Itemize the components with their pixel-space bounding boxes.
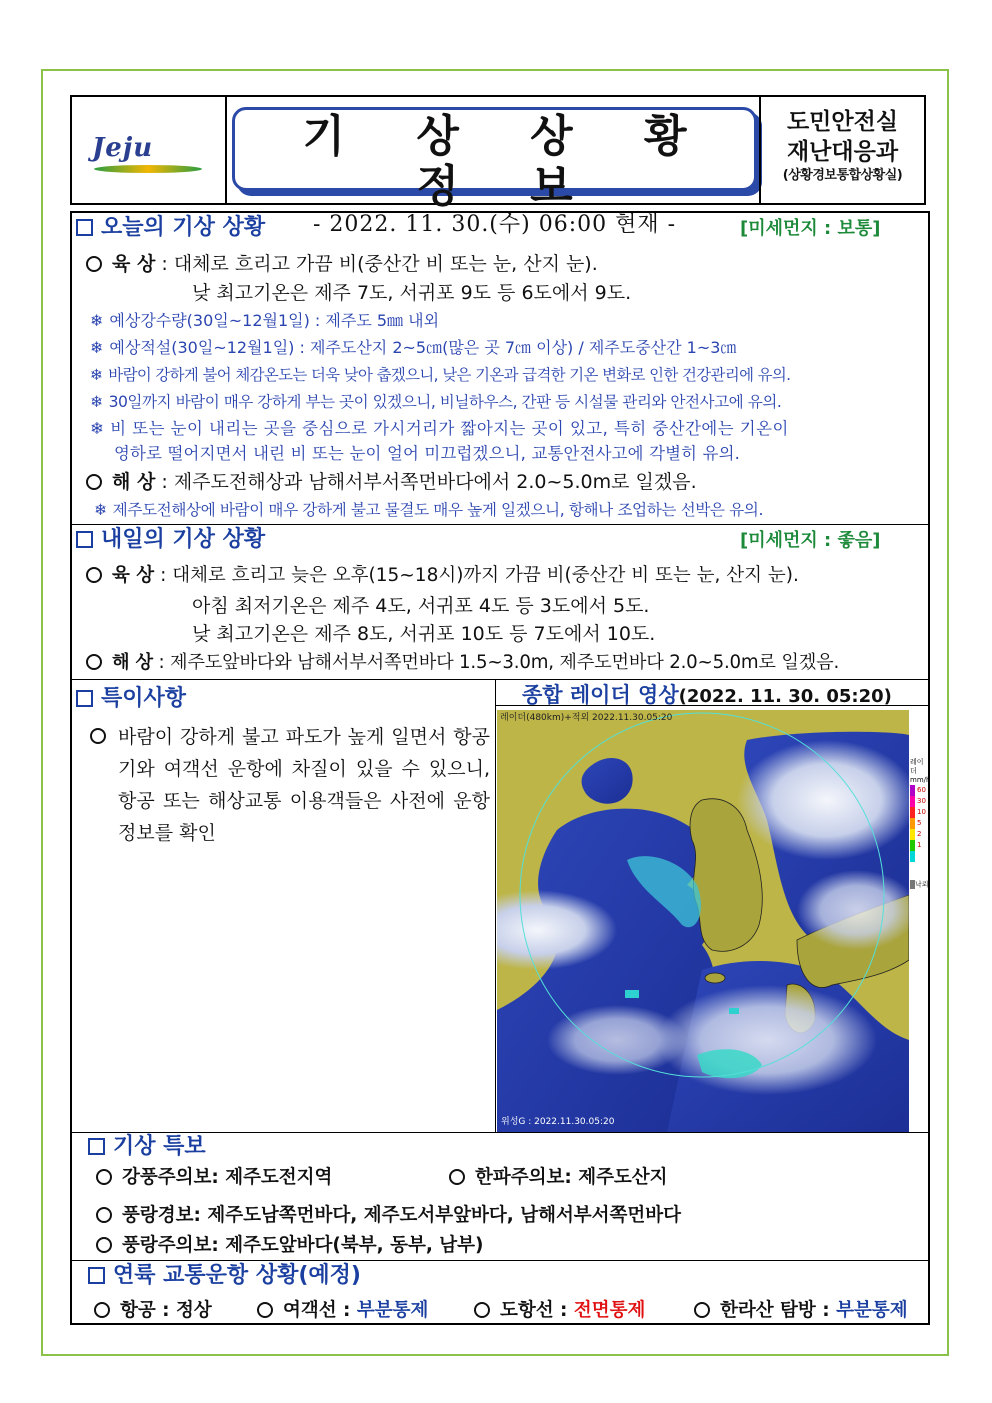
circle-bullet-icon	[474, 1302, 490, 1318]
radar-legend-swatch	[910, 840, 915, 851]
circle-bullet-icon	[96, 1169, 112, 1185]
radar-legend-lightning: 낙뢰	[910, 880, 930, 890]
radar-legend-scale	[910, 785, 930, 862]
radar-legend-step	[910, 796, 930, 807]
division-name: 재난대응과	[786, 139, 899, 165]
radar-legend-step	[910, 851, 930, 862]
radar-legend-unit: mm/h	[910, 776, 931, 784]
today-land-row	[86, 251, 598, 277]
tomorrow-land-line2: 아침 최저기온은 제주 4도, 서귀포 4도 등 3도에서 5도.	[192, 595, 650, 617]
checkbox-square-icon	[76, 219, 93, 236]
page-title: 기 상 상 황 정 보	[302, 111, 715, 212]
today-sea-line: : 제주도전해상과 남해서부서쪽먼바다에서 2.0~5.0m로 일겠음.	[161, 471, 697, 493]
radar-legend-swatch	[910, 818, 915, 829]
circle-bullet-icon	[94, 1302, 110, 1318]
checkbox-square-icon	[88, 1138, 105, 1155]
office-name: (상황경보통합상황실)	[782, 168, 903, 183]
tomorrow-land-line1: : 대체로 흐리고 늦은 오후(15~18시)까지 가끔 비(중산간 비 또는 눈, 산지 눈).	[160, 565, 799, 586]
circle-bullet-icon	[96, 1207, 112, 1223]
radar-legend-value: 10	[917, 808, 926, 816]
divider	[72, 524, 928, 525]
radar-satellite-caption: 위성G : 2022.11.30.05:20	[501, 1117, 615, 1127]
warning-item-seas-advisory: 풍랑주의보: 제주도앞바다(북부, 동부, 남부)	[96, 1233, 484, 1259]
radar-legend-value: 2	[917, 830, 922, 838]
radar-legend-swatch	[910, 807, 915, 818]
tomorrow-sea-line: : 제주도앞바다와 남해서부서쪽먼바다 1.5~3.0m, 제주도먼바다 2.0~5.0m로 일겠음.	[158, 652, 840, 673]
today-note-1: ❄ 예상강수량(30일~12월1일) : 제주도 5㎜ 내외	[90, 311, 440, 330]
today-land-label: 육 상	[112, 253, 156, 275]
radar-image	[497, 710, 909, 1132]
circle-bullet-icon	[90, 728, 106, 744]
today-dust-badge: [미세먼지 : 보통]	[740, 218, 881, 239]
today-note-4: ❄ 30일까지 바람이 매우 강하게 부는 곳이 있겠으니, 비닐하우스, 간판 등 시설물 관리와 안전사고에 유의.	[90, 393, 782, 411]
special-notes	[90, 721, 490, 849]
circle-bullet-icon	[449, 1169, 465, 1185]
today-sea-row	[86, 469, 697, 495]
checkbox-square-icon	[76, 531, 93, 548]
radar-legend-step	[910, 840, 930, 851]
report-body	[70, 211, 930, 1325]
today-note-6: 영하로 떨어지면서 내린 비 또는 눈이 얼어 미끄럽겠으니, 교통안전사고에 각별히 유의.	[114, 444, 741, 463]
radar-map-svg	[497, 710, 909, 1132]
radar-legend-step	[910, 818, 930, 829]
circle-bullet-icon	[86, 567, 102, 583]
radar-legend-title: 레이더	[910, 758, 924, 775]
radar-legend-step	[910, 807, 930, 818]
traffic-island-boat: 도항선 : 전면통제	[474, 1298, 645, 1324]
logo-cell	[72, 97, 227, 203]
traffic-air: 항공 : 정상	[94, 1298, 212, 1324]
radar-legend-value: 1	[917, 841, 922, 849]
today-section-title: 오늘의 기상 상황	[76, 214, 265, 242]
today-note-5: ❄ 비 또는 눈이 내리는 곳을 중심으로 가시거리가 짧아지는 곳이 있고, 특히 중산간에는 기온이	[90, 419, 789, 438]
tomorrow-land-line3: 낮 최고기온은 제주 8도, 서귀포 10도 등 7도에서 10도.	[192, 623, 656, 645]
warnings-section-title: 기상 특보	[88, 1133, 206, 1161]
radar-legend-swatch	[910, 829, 915, 840]
warning-item-gale: 강풍주의보: 제주도전지역	[96, 1165, 332, 1191]
circle-bullet-icon	[86, 474, 102, 490]
today-note-2: ❄ 예상적설(30일~12월1일) : 제주도산지 2~5㎝(많은 곳 7㎝ 이상) / 제주도중산간 1~3㎝	[90, 338, 737, 357]
divider	[495, 679, 496, 705]
warning-item-coldwave: 한파주의보: 제주도산지	[449, 1165, 668, 1191]
today-land-line1: : 대체로 흐리고 가끔 비(중산간 비 또는 눈, 산지 눈).	[161, 253, 598, 275]
circle-bullet-icon	[96, 1237, 112, 1253]
logo-swoosh	[94, 165, 202, 173]
special-text: 바람이 강하게 불고 파도가 높게 일면서 항공기와 여객선 운항에 차질이 있을 수 있으니, 항공 또는 해상교통 이용객들은 사전에 운항정보를 확인	[118, 726, 490, 844]
special-section-title: 특이사항	[76, 685, 186, 713]
traffic-ferry: 여객선 : 부분통제	[257, 1298, 428, 1324]
radar-caption: 레이더(480km)+적외 2022.11.30.05:20	[500, 713, 673, 723]
radar-legend-step	[910, 785, 930, 796]
title-box	[232, 107, 757, 237]
traffic-hallasan: 한라산 탐방 : 부분통제	[694, 1298, 908, 1324]
radar-legend-step	[910, 829, 930, 840]
checkbox-square-icon	[88, 1267, 105, 1284]
radar-legend-value: 30	[917, 797, 926, 805]
tomorrow-land-label: 육 상	[112, 565, 155, 586]
tomorrow-sea-row	[86, 650, 839, 676]
tomorrow-land-row	[86, 563, 799, 589]
radar-legend-value: 60	[917, 786, 926, 794]
traffic-section-title: 연륙 교통운항 상황(예정)	[88, 1262, 361, 1290]
circle-bullet-icon	[694, 1302, 710, 1318]
radar-title: 종합 레이더 영상(2022. 11. 30. 05:20)	[522, 683, 892, 707]
today-sea-label: 해 상	[112, 471, 156, 493]
radar-legend-swatch	[910, 785, 915, 796]
radar-legend-value: 5	[917, 819, 922, 827]
radar-legend-swatch	[910, 796, 915, 807]
report-date: - 2022. 11. 30.(수) 06:00 현재 -	[312, 212, 677, 237]
today-sea-note: ❄ 제주도전해상에 바람이 매우 강하게 불고 물결도 매우 높게 일겠으니, 항해나 조업하는 선박은 유의.	[94, 501, 764, 519]
today-note-3: ❄ 바람이 강하게 불어 체감온도는 더욱 낮아 춥겠으니, 낮은 기온과 급격한 기온 변화로 인한 건강관리에 유의.	[90, 366, 791, 384]
circle-bullet-icon	[257, 1302, 273, 1318]
today-land-line2: 낮 최고기온은 제주 7도, 서귀포 9도 등 6도에서 9도.	[192, 282, 632, 304]
radar-datetime: (2022. 11. 30. 05:20)	[678, 686, 892, 707]
circle-bullet-icon	[86, 256, 102, 272]
radar-legend-swatch	[910, 851, 915, 862]
tomorrow-section-title: 내일의 기상 상황	[76, 526, 265, 554]
checkbox-square-icon	[76, 690, 93, 707]
warning-item-highseas: 풍랑경보: 제주도남쪽먼바다, 제주도서부앞바다, 남해서부서쪽먼바다	[96, 1203, 681, 1229]
circle-bullet-icon	[86, 654, 102, 670]
department-cell	[759, 97, 924, 203]
divider	[72, 1260, 928, 1261]
divider	[495, 705, 496, 1132]
department-name: 도민안전실	[786, 109, 899, 135]
jeju-logo: Jeju	[92, 133, 154, 163]
tomorrow-dust-badge: [미세먼지 : 좋음]	[740, 530, 881, 551]
radar-legend	[910, 758, 930, 890]
tomorrow-sea-label: 해 상	[112, 652, 153, 673]
